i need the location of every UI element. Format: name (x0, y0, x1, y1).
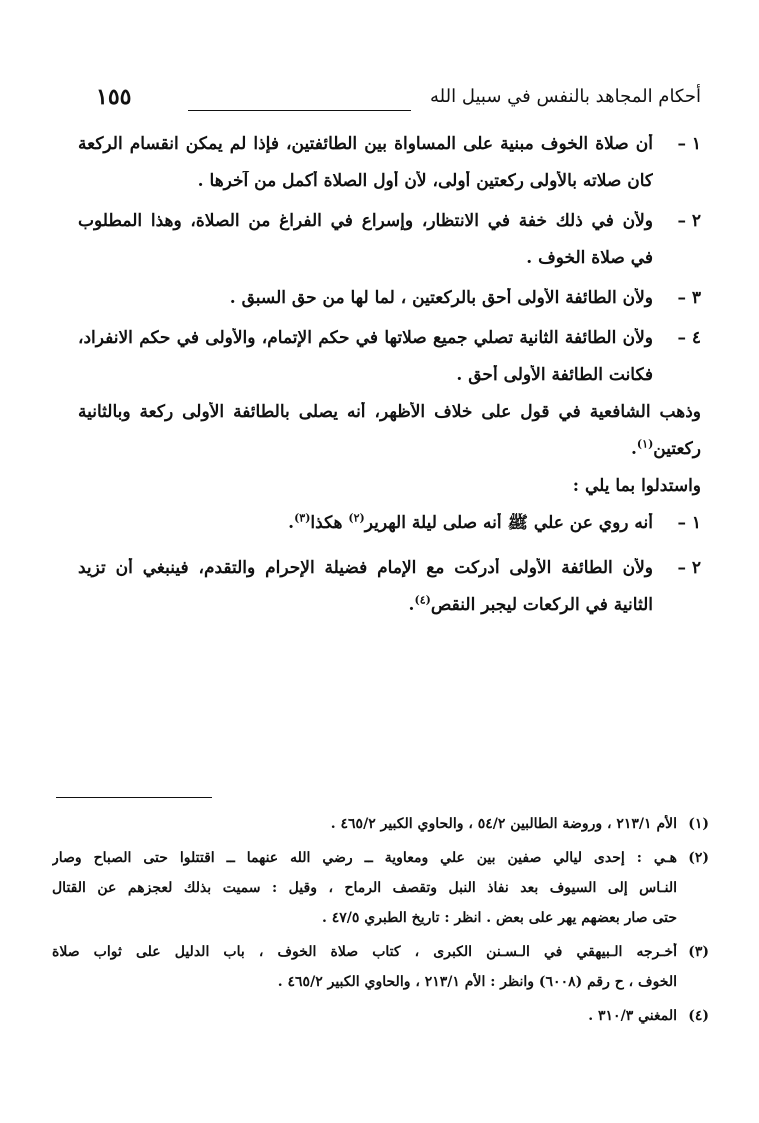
main-text (78, 134, 701, 632)
footnote-number: (٢) (688, 850, 709, 866)
page-header (96, 86, 701, 122)
item-number: ٢ – (677, 211, 701, 231)
evidence-item-2 (78, 558, 701, 632)
item-number: ٤ – (677, 328, 701, 348)
page-number: ١٥٥ (96, 84, 132, 110)
footnote-line: النـاس إلى السيوف بعد نفاذ النبل وتقصف الرماح ، وقيل : سميت بذلك لعجزهم عن القتال (52, 880, 677, 896)
text-line: في صلاة الخوف . (526, 248, 653, 268)
reason-item-4 (78, 328, 701, 402)
footnote-number: (٤) (688, 1008, 709, 1024)
text-line: فكانت الطائفة الأُولى أحق . (456, 365, 653, 385)
footnote-separator (56, 797, 212, 798)
footnote-line: حتى صار بعضهم يهر على بعض . انظر : تاريخ الطبري ٤٧/٥ . (321, 910, 677, 926)
reason-item-1 (78, 134, 701, 208)
text-line: الثانية في الركعات ليجبر النقص$^{(٤)}$. (408, 595, 653, 615)
text-line: أنه روي عن علي ﷺ أنه صلى ليلة الهرير$^{(٢)}$ هكذا$^{(٣)}$. (288, 513, 653, 533)
footnote-ref: (٢) (348, 513, 365, 525)
running-title: أحكام المجاهد بالنفس في سبيل الله (430, 86, 701, 107)
footnote-ref: (٣) (294, 513, 311, 525)
item-number: ١ – (677, 134, 701, 154)
footnotes (52, 815, 709, 1037)
item-number: ٣ – (677, 288, 701, 308)
footnote-line: هـي : إحدى ليالي صفين بين علي ومعاوية ــ رضي الله عنهما ــ اقتتلوا حتى الصباح وصار (52, 850, 677, 866)
text-line: ولأن الطائفة الثانية تصلي جميع صلاتها في حكم الإتمام، والأُولى في حكم الانفراد، (78, 328, 653, 348)
footnote-3 (52, 943, 709, 1003)
text-line: ولأن الطائفة الأُولى أدركت مع الإمام فضيلة الإحرام والتقدم، فينبغي أن تزيد (78, 558, 653, 578)
footnote-number: (٣) (688, 944, 709, 960)
evidence-item-1 (78, 513, 701, 550)
header-rule (188, 110, 411, 111)
shafii-paragraph (78, 402, 701, 476)
footnote-ref: (١) (636, 439, 654, 451)
text-line: أن صلاة الخوف مبنية على المساواة بين الطائفتين، فإذا لم يمكن انقسام الركعة (78, 134, 653, 154)
text-line: وذهب الشافعية في قول على خلاف الأظهر، أنه يصلى بالطائفة الأُولى ركعة وبالثانية (78, 402, 701, 422)
item-number: ١ – (677, 513, 701, 533)
footnote-line: الخوف ، ح رقم (٦٠٠٨) وانظر : الأم ٢١٣/١ ، والحاوي الكبير ٤٦٥/٢ . (277, 974, 677, 990)
item-number: ٢ – (677, 558, 701, 578)
footnote-2 (52, 849, 709, 939)
reason-item-2 (78, 211, 701, 285)
footnote-line: الأم ٢١٣/١ ، وروضة الطالبين ٥٤/٢ ، والحاوي الكبير ٤٦٥/٢ . (330, 816, 677, 832)
text-line: كان صلاته بالأُولى ركعتين أولى، لأن أول الصلاة أكمل من آخرها . (197, 171, 653, 191)
reason-item-3 (78, 288, 701, 325)
footnote-number: (١) (688, 816, 709, 832)
footnote-4 (52, 1007, 709, 1037)
evidence-intro: واستدلوا بما يلي : (572, 476, 701, 496)
footnote-ref: (٤) (414, 595, 431, 607)
footnote-line: المغني ٣١٠/٣ . (588, 1008, 677, 1024)
text-line: ولأن الطائفة الأُولى أحق بالركعتين ، لما لها من حق السبق . (229, 288, 653, 308)
footnote-1 (52, 815, 709, 845)
footnote-line: أخـرجه الـبيهقي في الـسـنن الكبرى ، كتاب صلاة الخوف ، باب الدليل على ثواب صلاة (52, 944, 677, 960)
text-line: ولأن في ذلك خفة في الانتظار، وإسراع في الفراغ من الصلاة، وهذا المطلوب (78, 211, 653, 231)
text-line: ركعتين$^{(١)}$. (631, 439, 701, 459)
